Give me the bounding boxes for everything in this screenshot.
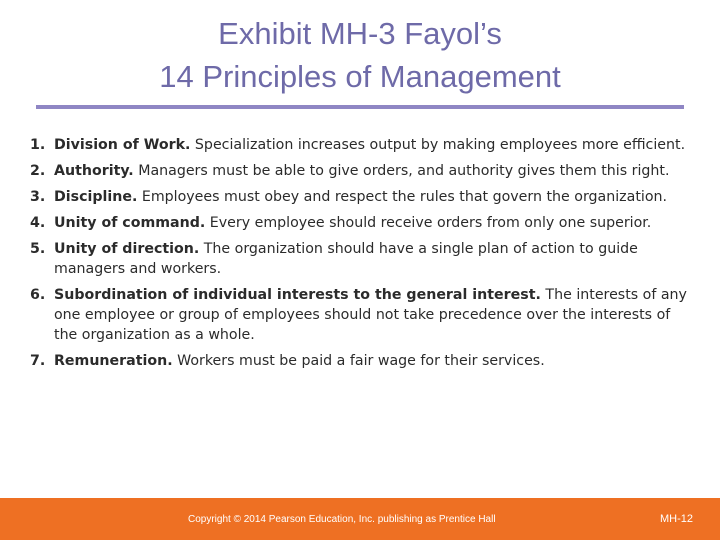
list-item bbox=[20, 161, 690, 181]
item-number: 1. bbox=[30, 137, 46, 153]
item-text: The interests of any one employee or group of employees should not take precedence over the interests of the organization as a whole. bbox=[54, 287, 687, 343]
page-number: MH-12 bbox=[660, 513, 694, 525]
item-text: The organization should have a single plan of action to guide managers and workers. bbox=[54, 241, 638, 277]
item-number: 6. bbox=[30, 287, 46, 303]
list-item bbox=[20, 351, 690, 371]
item-term: Division of Work. bbox=[54, 137, 191, 153]
slide-title-line-2: 14 Principles of Management bbox=[159, 59, 561, 94]
list-item bbox=[20, 213, 690, 233]
item-text: Every employee should receive orders from only one superior. bbox=[205, 215, 652, 231]
title-divider bbox=[36, 105, 684, 109]
item-term: Authority. bbox=[54, 163, 134, 179]
footer-bar bbox=[0, 498, 720, 540]
list-item bbox=[20, 135, 690, 155]
item-text: Specialization increases output by making employees more efficient. bbox=[190, 137, 686, 153]
item-number: 3. bbox=[30, 189, 46, 205]
item-number: 4. bbox=[30, 215, 46, 231]
list-item bbox=[20, 239, 690, 279]
item-term: Unity of command. bbox=[54, 215, 206, 231]
list-item bbox=[20, 187, 690, 207]
item-term: Remuneration. bbox=[54, 353, 173, 369]
item-number: 2. bbox=[30, 163, 46, 179]
principles-list bbox=[20, 135, 690, 377]
item-term: Subordination of individual interests to the general interest. bbox=[54, 287, 541, 303]
list-item bbox=[20, 285, 690, 345]
slide-title bbox=[0, 12, 720, 98]
slide-title-line-1: Exhibit MH-3 Fayol’s bbox=[218, 16, 502, 51]
item-text: Employees must obey and respect the rules that govern the organization. bbox=[137, 189, 668, 205]
item-text: Managers must be able to give orders, and authority gives them this right. bbox=[133, 163, 670, 179]
item-number: 7. bbox=[30, 353, 46, 369]
item-term: Discipline. bbox=[54, 189, 138, 205]
item-text: Workers must be paid a fair wage for their services. bbox=[172, 353, 545, 369]
item-term: Unity of direction. bbox=[54, 241, 200, 257]
copyright-notice: Copyright © 2014 Pearson Education, Inc. publishing as Prentice Hall bbox=[188, 514, 496, 525]
item-number: 5. bbox=[30, 241, 46, 257]
